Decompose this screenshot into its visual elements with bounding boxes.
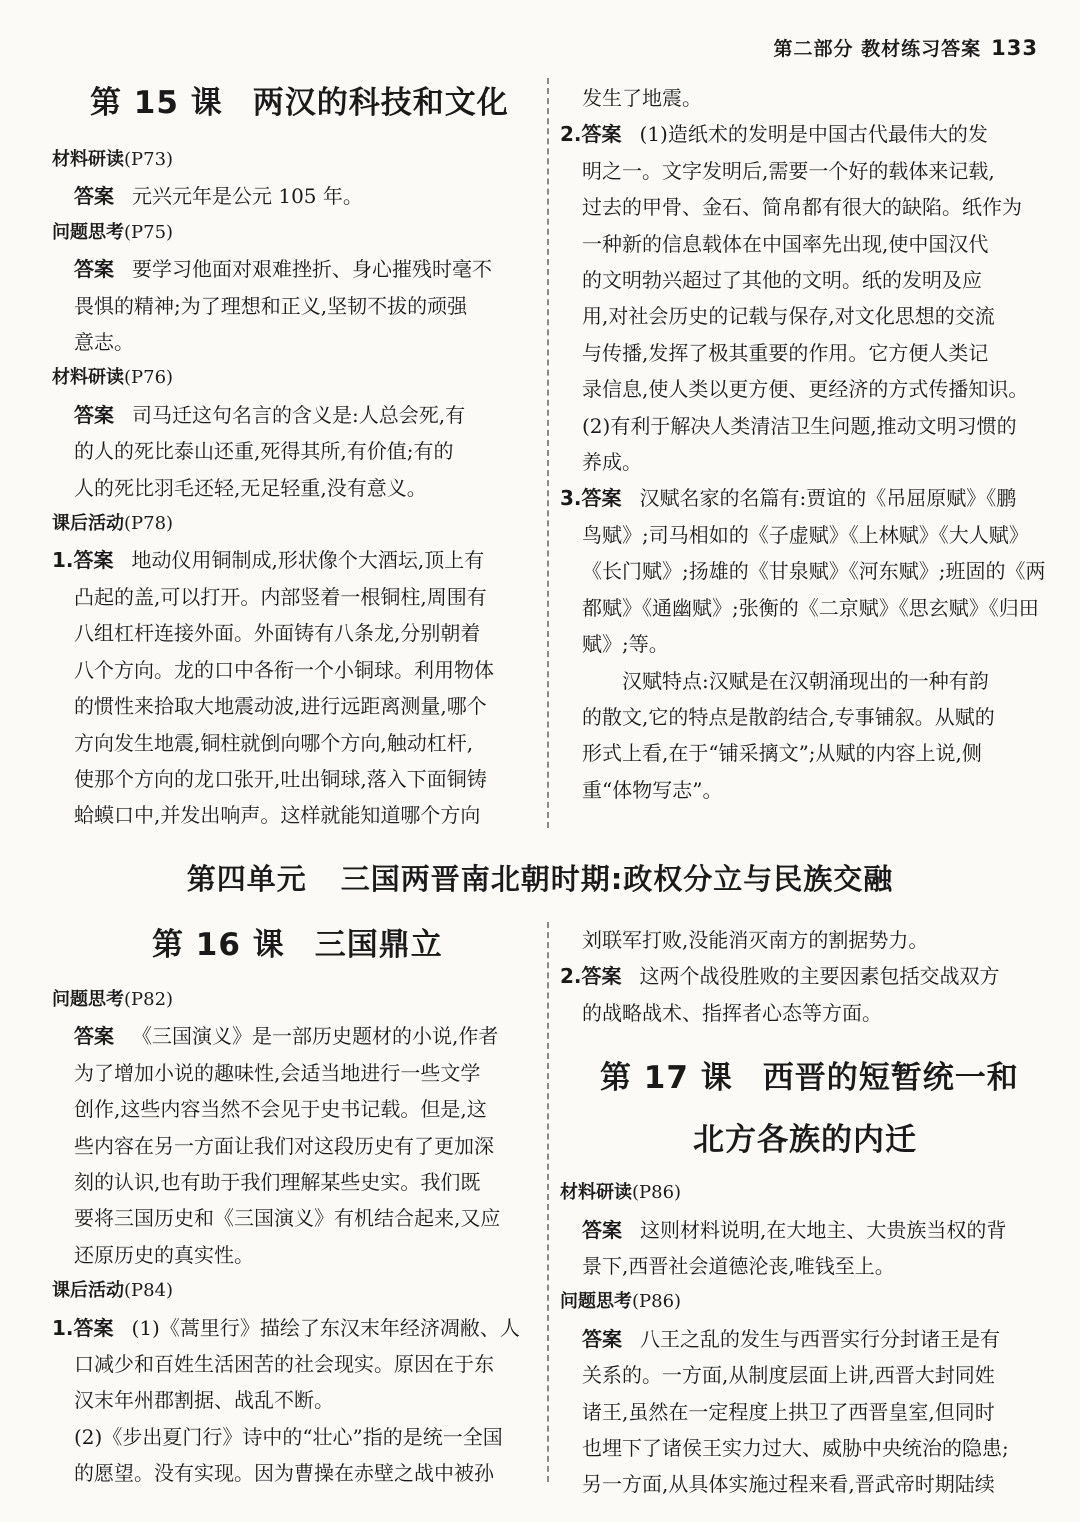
column-divider — [547, 922, 549, 1482]
answer-paragraph: 答案 要学习他面对艰难挫折、身心摧残时毫不 — [74, 257, 492, 282]
section-heading: 材料研读(P76) — [52, 367, 174, 389]
text-line: 形式上看,在于“铺采摛文”;从赋的内容上说,侧 — [582, 741, 982, 766]
text-line: 方向发生地震,铜柱就倒向哪个方向,触动杠杆, — [74, 730, 474, 755]
text-line: 八组杠杆连接外面。外面铸有八条龙,分别朝着 — [74, 621, 481, 646]
text-line: 都赋》《通幽赋》;张衡的《二京赋》《思玄赋》《归田 — [582, 595, 1039, 620]
text-line: 刘联军打败,没能消灭南方的割据势力。 — [582, 928, 929, 952]
column-divider — [547, 78, 549, 828]
text-line: 蛤蟆口中,并发出响声。这样就能知道哪个方向 — [74, 803, 481, 828]
text-line: 与传播,发挥了极其重要的作用。它方便人类记 — [582, 340, 989, 365]
page-number: 133 — [991, 36, 1038, 60]
text-line: 为了增加小说的趣味性,会适当地进行一些文学 — [74, 1060, 481, 1085]
section-heading: 问题思考(P82) — [52, 989, 174, 1010]
answer-paragraph: 3.答案 汉赋名家的名篇有:贾谊的《吊屈原赋》《鹏 — [560, 486, 1017, 511]
answer-paragraph: 1.答案 地动仪用铜制成,形状像个大酒坛,顶上有 — [52, 548, 485, 573]
lesson-15-title: 第 15 课 两汉的科技和文化 — [90, 85, 509, 121]
text-line: (2)《步出夏门行》诗中的“壮心”指的是统一全国 — [74, 1424, 503, 1449]
text-line: 的人的死比泰山还重,死得其所,有价值;有的 — [74, 439, 454, 464]
section-heading: 问题思考(P86) — [560, 1291, 682, 1313]
text-line: 要将三国历史和《三国演义》有机结合起来,又应 — [74, 1206, 501, 1231]
section-heading: 课后活动(P78) — [52, 513, 174, 535]
text-line: 汉赋特点:汉赋是在汉朝涌现出的一种有韵 — [622, 668, 989, 693]
text-line: 一种新的信息载体在中国率先出现,使中国汉代 — [582, 231, 989, 256]
text-line: 景下,西晋社会道德沦丧,唯钱至上。 — [582, 1254, 895, 1279]
text-line: 用,对社会历史的记载与保存,对文化思想的交流 — [582, 304, 995, 329]
text-line: 意志。 — [74, 330, 134, 355]
text-line: 的愿望。没有实现。因为曹操在赤壁之战中被孙 — [74, 1461, 494, 1486]
text-line: 些内容在另一方面让我们对这段历史有了更加深 — [74, 1133, 494, 1158]
answer-paragraph: 答案 这则材料说明,在大地主、大贵族当权的背 — [582, 1217, 1007, 1242]
text-line: 畏惧的精神;为了理想和正义,坚韧不拔的顽强 — [74, 293, 468, 318]
text-line: 的惯性来拾取大地震动波,进行远距离测量,哪个 — [74, 694, 487, 719]
bottom-left-column — [52, 920, 534, 1492]
answer-paragraph: 2.答案 (1)造纸术的发明是中国古代最伟大的发 — [560, 122, 988, 147]
text-line: 另一方面,从具体实施过程来看,晋武帝时期陆续 — [582, 1472, 995, 1497]
text-line: 的散文,它的特点是散韵结合,专事铺叙。从赋的 — [582, 704, 995, 729]
top-left-column — [52, 78, 534, 834]
text-line: 汉末年州郡割据、战乱不断。 — [74, 1388, 334, 1413]
text-line: 刻的认识,也有助于我们理解某些史实。我们既 — [74, 1170, 481, 1195]
text-line: 诸王,虽然在一定程度上拱卫了西晋皇室,但同时 — [582, 1399, 995, 1424]
lesson-16-title: 第 16 课 三国鼎立 — [152, 927, 443, 963]
text-line: 过去的甲骨、金石、简帛都有很大的缺陷。纸作为 — [582, 195, 1022, 220]
text-line: 赋》;等。 — [582, 632, 669, 657]
answer-paragraph: 答案 《三国演义》是一部历史题材的小说,作者 — [74, 1024, 499, 1049]
text-line: 的战略战术、指挥者心态等方面。 — [582, 1000, 882, 1025]
answer-paragraph: 答案 司马迁这句名言的含义是:人总会死,有 — [74, 402, 466, 427]
unit-title: 第四单元 三国两晋南北朝时期:政权分立与民族交融 — [186, 862, 894, 896]
text-line: 重“体物写志”。 — [582, 777, 723, 802]
text-line: 使那个方向的龙口张开,吐出铜球,落入下面铜铸 — [74, 766, 487, 791]
lesson-17-title: 第 17 课 西晋的短暂统一和 — [600, 1060, 1019, 1097]
text-line: 《长门赋》;扬雄的《甘泉赋》《河东赋》;班固的《两 — [582, 559, 1046, 584]
text-line: 发生了地震。 — [582, 86, 702, 110]
section-heading: 材料研读(P73) — [52, 149, 174, 170]
text-line: 的文明勃兴超过了其他的文明。纸的发明及应 — [582, 268, 982, 293]
text-line: 养成。 — [582, 450, 642, 475]
page-header — [774, 34, 1038, 61]
text-line: 创作,这些内容当然不会见于史书记载。但是,这 — [74, 1097, 487, 1122]
answer-paragraph: 答案 八王之乱的发生与西晋实行分封诸王是有 — [582, 1326, 1000, 1351]
answer-paragraph: 1.答案 (1)《蒿里行》描绘了东汉末年经济凋敝、人 — [52, 1315, 520, 1340]
lesson-17-title-line2: 北方各族的内迁 — [693, 1122, 917, 1159]
section-heading: 问题思考(P75) — [52, 221, 174, 243]
text-line: 录信息,使人类以更方便、更经济的方式传播知识。 — [582, 377, 1029, 402]
section-heading: 课后活动(P84) — [52, 1280, 174, 1302]
text-line: 口减少和百姓生活困苦的社会现实。原因在于东 — [74, 1352, 494, 1377]
top-right-column — [560, 80, 1050, 808]
text-line: 鸟赋》;司马相如的《子虚赋》《上林赋》《大人赋》 — [582, 522, 1029, 547]
header-section: 第二部分 教材练习答案 — [773, 38, 982, 60]
section-heading: 材料研读(P86) — [560, 1182, 682, 1204]
answer-paragraph: 答案 元兴元年是公元 105 年。 — [74, 184, 363, 209]
text-line: 人的死比羽毛还轻,无足轻重,没有意义。 — [74, 475, 427, 500]
text-line: (2)有利于解决人类清洁卫生问题,推动文明习惯的 — [582, 413, 1017, 438]
text-line: 八个方向。龙的口中各衔一个小铜球。利用物体 — [74, 657, 494, 682]
bottom-right-column — [560, 922, 1050, 1503]
answer-paragraph: 2.答案 这两个战役胜败的主要因素包括交战双方 — [560, 964, 1000, 989]
text-line: 关系的。一方面,从制度层面上讲,西晋大封同姓 — [582, 1363, 995, 1388]
text-line: 明之一。文字发明后,需要一个好的载体来记载, — [582, 158, 995, 183]
text-line: 凸起的盖,可以打开。内部竖着一根铜柱,周围有 — [74, 584, 487, 609]
text-line: 还原历史的真实性。 — [74, 1242, 254, 1267]
text-line: 也埋下了诸侯王实力过大、威胁中央统治的隐患; — [582, 1436, 1009, 1461]
